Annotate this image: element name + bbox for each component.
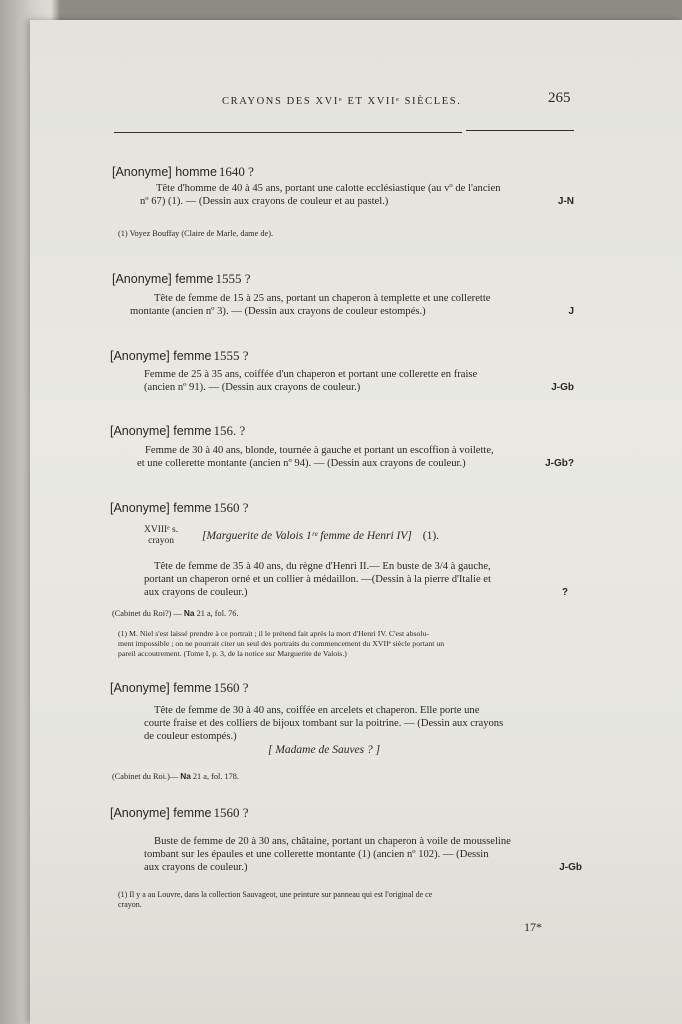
collection-code: ? xyxy=(561,587,568,598)
identification: [ Madame de Sauves ? ] xyxy=(268,744,381,756)
entry-description: Tête de femme de 15 à 25 ans, portant un chaperon à templette et une collerette montante (ancien nº 3). — (Dessin aux crayons de couleur estompés.) J xyxy=(130,293,574,317)
collection-code: J xyxy=(568,306,574,317)
entry-description: Buste de femme de 20 à 30 ans, châtaine, portant un chaperon à voile de mousseline tombant sur les épaules et une collerette montante (1) (ancien nº 102). — (Dessin aux crayons de couleur.) J-Gb xyxy=(144,836,582,873)
book-page xyxy=(30,20,682,1024)
source-reference: (Cabinet du Roi?) — Na 21 a, fol. 76. xyxy=(112,608,239,618)
header-rule-left xyxy=(114,132,462,133)
source-reference: (Cabinet du Roi.)— Na 21 a, fol. 178. xyxy=(112,771,239,781)
entry-heading: [Anonyme] femme 1560 ? xyxy=(110,680,249,695)
entry-description: Femme de 30 à 40 ans, blonde, tournée à gauche et portant un escoffion à voilette, et une collerette montante (ancien nº 94). — (Dessin aux crayons de couleur.) J-Gb? xyxy=(137,445,574,469)
footnote: (1) Il y a au Louvre, dans la collection Sauvageot, une peinture sur panneau qui est l'original de ce crayon. xyxy=(118,890,433,909)
collection-code: J-Gb xyxy=(559,862,582,873)
running-header: CRAYONS DES XVIᵉ ET XVIIᵉ SIÈCLES. xyxy=(222,96,462,107)
entry-heading: [Anonyme] femme 1555 ? xyxy=(112,271,251,286)
collection-code: J-Gb? xyxy=(545,458,574,469)
entry-description: Tête d'homme de 40 à 45 ans, portant une calotte ecclésiastique (au vº de l'ancien nº 67) (1). — (Dessin aux crayons de couleur et au pastel.) J-N xyxy=(140,183,574,207)
footnote: (1) Voyez Bouffay (Claire de Marle, dame de). xyxy=(118,229,274,238)
entry-heading: [Anonyme] femme 1560 ? xyxy=(110,805,249,820)
page-number: 265 xyxy=(548,90,571,106)
identification: [Marguerite de Valois 1ʳᵉ femme de Henri IV] (1). xyxy=(202,530,440,542)
entry-heading: [Anonyme] homme 1640 ? xyxy=(112,164,254,179)
header-rule-right xyxy=(466,130,574,131)
entry-description: Tête de femme de 35 à 40 ans, du règne d'Henri II.— En buste de 3/4 à gauche, portant un chaperon orné et un collier à médaillon. —(Dessin à la pierre d'Italie et aux crayons de couleur.) ? xyxy=(144,560,574,599)
footnote: (1) M. Niel s'est laissé prendre à ce portrait ; il le prétend fait après la mort d'Henri IV. C'est absolu- ment impossible ; on ne pourrait citer un seul des portraits du commencement du XVIIᵉ siècle portant un pareil accoutrement. (Tome I, p. 3, de la notice sur Marguerite de Valois.) xyxy=(118,629,445,658)
entry-heading: [Anonyme] femme 156. ? xyxy=(110,423,246,438)
entry-heading: [Anonyme] femme 1560 ? xyxy=(110,500,249,515)
entry-description: Tête de femme de 30 à 40 ans, coiffée en arcelets et chaperon. Elle porte une courte fraise et des colliers de bijoux tombant sur la poitrine. — (Dessin aux crayons de couleur estompés.) xyxy=(144,705,504,742)
collection-code: J-N xyxy=(557,196,574,207)
entry-description: Femme de 25 à 35 ans, coiffée d'un chaperon et portant une collerette en fraise (ancien nº 91). — (Dessin aux crayons de couleur.) J-Gb xyxy=(144,369,574,393)
collection-code: J-Gb xyxy=(551,382,574,393)
printer-signature: 17* xyxy=(524,920,542,934)
medium-note: XVIIIᵉ s. crayon xyxy=(144,525,179,546)
entry-heading: [Anonyme] femme 1555 ? xyxy=(110,348,249,363)
